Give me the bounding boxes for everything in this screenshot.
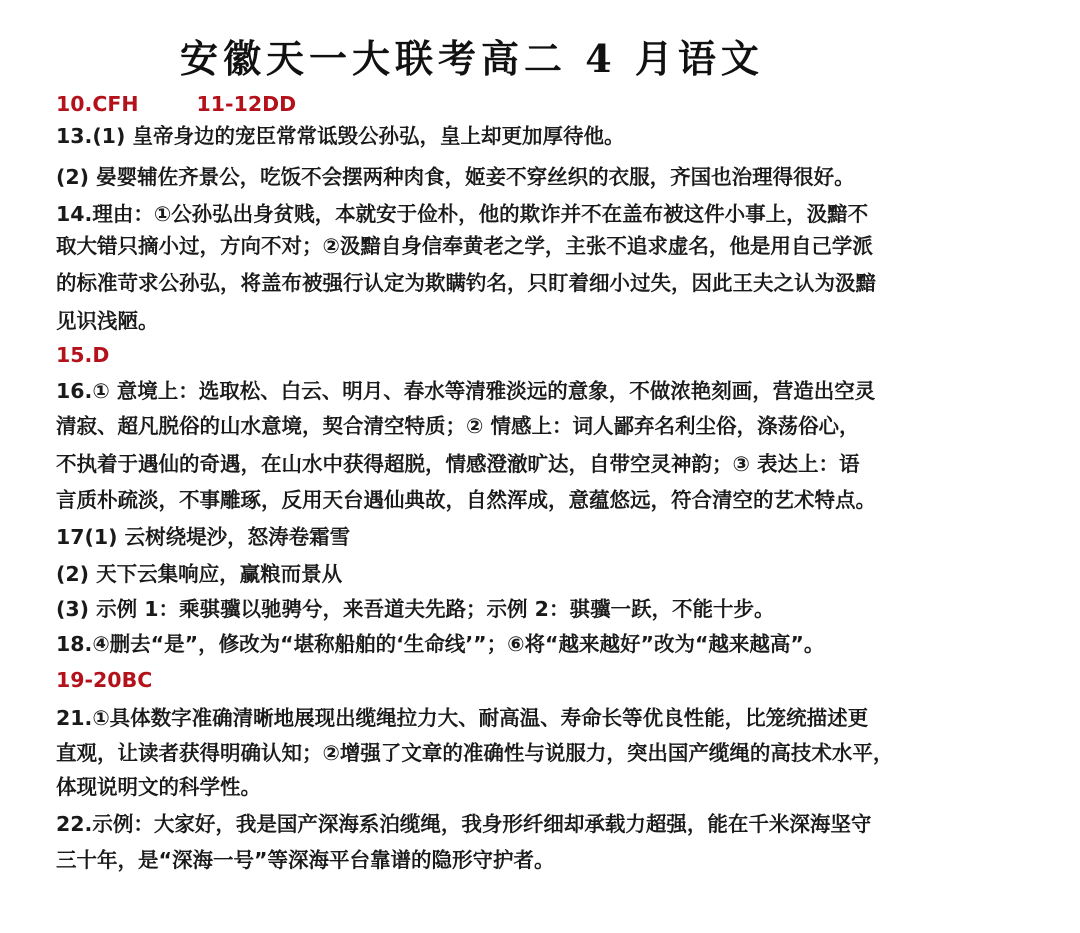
- answer-14-line-4: 见识浅陋。: [56, 309, 159, 333]
- answer-16-line-2: 清寂、超凡脱俗的山水意境，契合清空特质；② 情感上：词人鄙弃名利尘俗，涤荡俗心，: [56, 414, 860, 438]
- answer-14-line-3: 的标准苛求公孙弘，将盖布被强行认定为欺瞒钓名，只盯着细小过失，因此王夫之认为汲黯: [56, 271, 876, 295]
- answer-16-line-3: 不执着于遇仙的奇遇，在山水中获得超脱，情感澄澈旷达，自带空灵神韵；③ 表达上：语: [56, 452, 860, 476]
- answer-16-line-4: 言质朴疏淡，不事雕琢，反用天台遇仙典故，自然浑成，意蕴悠远，符合清空的艺术特点。: [56, 488, 876, 512]
- answer-17-2: (2) 天下云集响应，赢粮而景从: [56, 562, 343, 586]
- answer-19-20: 19-20BC: [56, 668, 153, 692]
- answer-21-line-2: 直观，让读者获得明确认知；②增强了文章的准确性与说服力，突出国产缆绳的高技术水平，: [56, 741, 894, 765]
- answer-13-2: (2) 晏婴辅佐齐景公，吃饭不会摆两种肉食，姬妾不穿丝织的衣服，齐国也治理得很好。: [56, 165, 855, 189]
- answer-13-1: 13.(1) 皇帝身边的宠臣常常诋毁公孙弘，皇上却更加厚待他。: [56, 124, 625, 148]
- answer-14-line-2: 取大错只摘小过，方向不对；②汲黯自身信奉黄老之学，主张不追求虚名，他是用自己学派: [56, 234, 873, 258]
- answer-17-1: 17(1) 云树绕堤沙，怒涛卷霜雪: [56, 525, 351, 549]
- page-title: 安徽天一大联考高二 4 月语文: [180, 36, 764, 81]
- answer-21-line-3: 体现说明文的科学性。: [56, 775, 261, 799]
- answer-15: 15.D: [56, 343, 110, 367]
- answer-18: 18.④删去“是”，修改为“堪称船舶的‘生命线’”；⑥将“越来越好”改为“越来越高”。: [56, 632, 825, 656]
- answer-17-3: (3) 示例 1：乘骐骥以驰骋兮，来吾道夫先路；示例 2：骐骥一跃，不能十步。: [56, 597, 775, 621]
- answer-22-line-1: 22.示例：大家好，我是国产深海系泊缆绳，我身形纤细却承载力超强，能在千米深海坚守: [56, 812, 872, 836]
- answer-22-line-2: 三十年，是“深海一号”等深海平台靠谱的隐形守护者。: [56, 848, 555, 872]
- answer-14-line-1: 14.理由：①公孙弘出身贫贱，本就安于俭朴，他的欺诈并不在盖布被这件小事上，汲黯不: [56, 202, 869, 226]
- answer-11-12: 11-12DD: [196, 92, 297, 116]
- answer-line-10-12: [56, 89, 1046, 119]
- answer-21-line-1: 21.①具体数字准确清晰地展现出缆绳拉力大、耐高温、寿命长等优良性能，比笼统描述更: [56, 706, 869, 730]
- answer-16-line-1: 16.① 意境上：选取松、白云、明月、春水等清雅淡远的意象，不做浓艳刻画，营造出空灵: [56, 379, 876, 403]
- answer-10: 10.CFH: [56, 92, 139, 116]
